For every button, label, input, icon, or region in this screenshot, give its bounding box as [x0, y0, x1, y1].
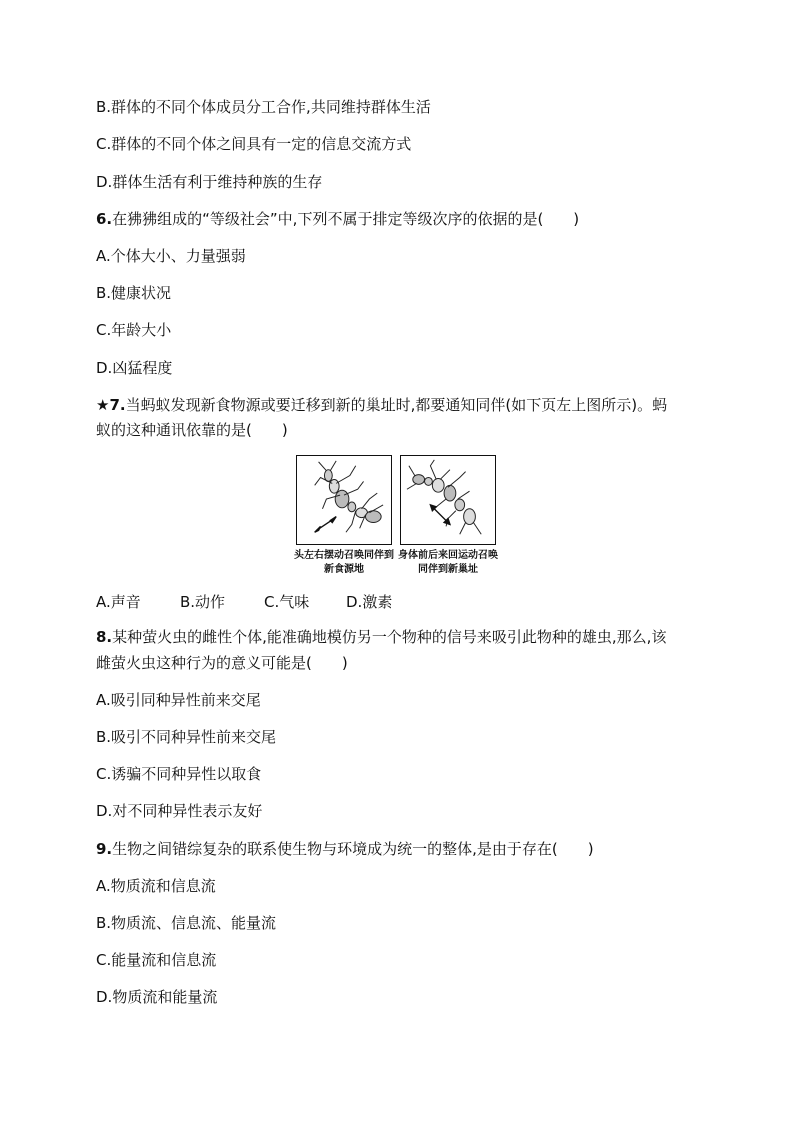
question-8-text-1: 某种萤火虫的雌性个体,能准确地模仿另一个物种的信号来吸引此物种的雄虫,那么,该: [112, 628, 667, 646]
question-8-line-1: [96, 627, 666, 647]
ant-panel-left: [296, 455, 392, 545]
question-9-number: 9.: [96, 840, 113, 858]
q6-option-a: A.个体大小、力量强弱: [96, 247, 246, 265]
question-7-number: ★7.: [96, 396, 126, 414]
q8-option-b: B.吸引不同种异性前来交尾: [96, 728, 277, 746]
q5-option-d: D.群体生活有利于维持种族的生存: [96, 173, 323, 191]
q8-option-a: A.吸引同种异性前来交尾: [96, 691, 261, 709]
q7-option-c: C.气味: [264, 593, 310, 611]
question-7-text-1: 当蚂蚁发现新食物源或要迁移到新的巢址时,都要通知同伴(如下页左上图所示)。蚂: [125, 396, 668, 414]
q6-option-c: C.年龄大小: [96, 321, 172, 339]
right-figure-caption: 身体前后来回运动召唤同伴到新巢址: [398, 550, 498, 575]
q6-option-b: B.健康状况: [96, 284, 172, 302]
q9-option-a: A.物质流和信息流: [96, 877, 216, 895]
ants-body-move-illustration: [401, 456, 495, 544]
q8-option-c: C.诱骗不同种异性以取食: [96, 765, 262, 783]
question-9-text: 生物之间错综复杂的联系使生物与环境成为统一的整体,是由于存在( ): [112, 840, 594, 858]
q9-option-d: D.物质流和能量流: [96, 988, 218, 1006]
question-9: [96, 839, 594, 859]
question-8-number: 8.: [96, 628, 113, 646]
ant-panel-right: [400, 455, 496, 545]
q9-option-c: C.能量流和信息流: [96, 951, 217, 969]
question-7-line-2: 蚁的这种通讯依靠的是( ): [96, 421, 288, 439]
question-8-line-2: 雌萤火虫这种行为的意义可能是( ): [96, 654, 348, 672]
q9-option-b: B.物质流、信息流、能量流: [96, 914, 277, 932]
q7-options: [96, 592, 392, 612]
ant-communication-figure: [296, 455, 498, 579]
q8-option-d: D.对不同种异性表示友好: [96, 802, 263, 820]
q5-option-b: B.群体的不同个体成员分工合作,共同维持群体生活: [96, 98, 431, 116]
question-6-number: 6.: [96, 210, 113, 228]
ants-head-swing-illustration: [297, 456, 391, 544]
q6-option-d: D.凶猛程度: [96, 359, 173, 377]
left-figure-caption: 头左右摆动召唤同伴到新食源地: [294, 550, 394, 575]
question-6-text: 在狒狒组成的“等级社会”中,下列不属于排定等级次序的依据的是( ): [112, 210, 580, 228]
q7-option-a: A.声音: [96, 593, 141, 611]
question-6: [96, 209, 579, 229]
question-7-line-1: [96, 395, 667, 415]
q7-option-d: D.激素: [346, 593, 393, 611]
q7-option-b: B.动作: [180, 593, 226, 611]
q5-option-c: C.群体的不同个体之间具有一定的信息交流方式: [96, 135, 412, 153]
